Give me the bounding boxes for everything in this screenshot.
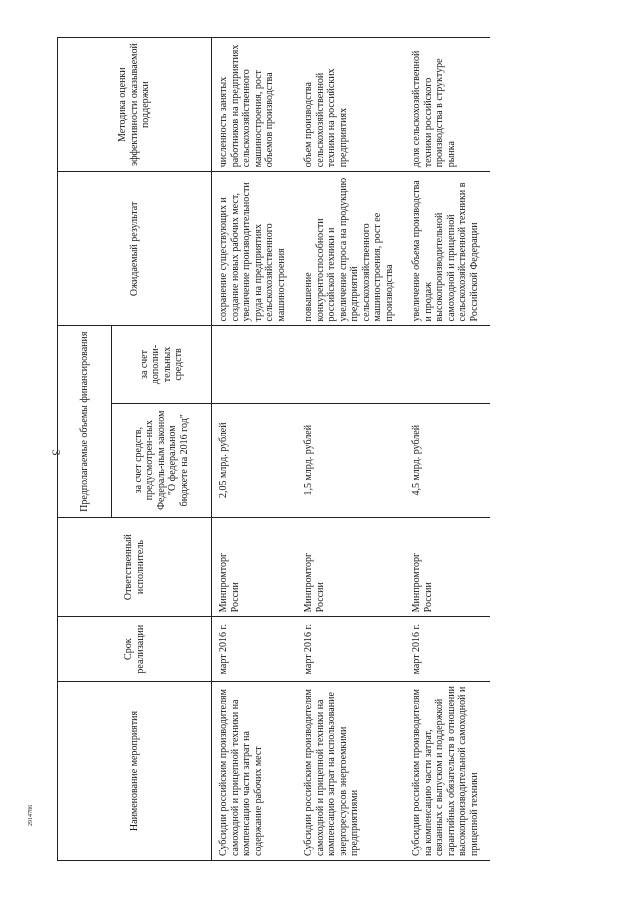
cell-additional [405, 326, 490, 403]
header-funding-group: Предполагаемые объемы финансирования [58, 326, 112, 517]
cell-term: март 2016 г. [297, 617, 405, 682]
document-id: 2914786 [28, 805, 34, 826]
header-executor: Ответственный исполнитель [58, 517, 212, 616]
header-funding-budget: за счет средств, предусмотрен-ных Федераль-ным законом "О федеральном бюджете на 2016 год" [112, 403, 212, 517]
cell-executor: Минпромторг России [297, 517, 405, 616]
measures-table [57, 37, 490, 861]
cell-budget: 4,5 млрд. рублей [405, 403, 490, 517]
cell-budget: 1,5 млрд. рублей [297, 403, 405, 517]
rotated-table-container [57, 37, 597, 861]
header-result: Ожидаемый результат [58, 172, 212, 326]
cell-name: Субсидии российским производителям самоходной и прицепной техники на компенсацию части затрат на содержание рабочих мест [212, 681, 298, 860]
cell-method: численность занятых работников на предприятиях сельскохозяйственного машиностроения, рост объемов производства [212, 38, 298, 172]
header-method: Методика оценки эффективности оказываемой поддержки [58, 38, 212, 172]
cell-executor: Минпромторг России [212, 517, 298, 616]
cell-result: увеличение объема производства и продаж высокопроизводительной самоходной и прицепной сельскохозяйственной техники в Российской Федерации [405, 172, 490, 326]
cell-term: март 2016 г. [405, 617, 490, 682]
cell-name: Субсидии российским производителям самоходной и прицепной техники на компенсацию затрат на использование энергоресурсов энергоемкими предприятиями [297, 681, 405, 860]
header-name: Наименование мероприятия [58, 681, 212, 860]
table-row [405, 38, 490, 861]
cell-additional [212, 326, 298, 403]
cell-budget: 2,05 млрд. рублей [212, 403, 298, 517]
cell-result: повышение конкурентоспособности российской техники и увеличение спроса на продукцию предприятий сельскохозяйственного машиностроения, рост ее производства [297, 172, 405, 326]
cell-additional [297, 326, 405, 403]
cell-method: объем производства сельскохозяйственной техники на российских предприятиях [297, 38, 405, 172]
page-number: 3 [49, 449, 64, 456]
table-row [297, 38, 405, 861]
header-funding-additional: за счет дополни-тельных средств [112, 326, 212, 403]
header-term: Срок реализации [58, 617, 212, 682]
cell-term: март 2016 г. [212, 617, 298, 682]
cell-result: сохранение существующих и создание новых рабочих мест, увеличение производительности труда на предприятиях сельскохозяйственного машиностроения [212, 172, 298, 326]
table-row [212, 38, 298, 861]
cell-executor: Минпромторг России [405, 517, 490, 616]
cell-name: Субсидии российским производителям на компенсацию части затрат, связанных с выпуском и поддержкой гарантийных обязательств в отношении высокопроизводительной самоходной и прицепной техники [405, 681, 490, 860]
cell-method: доля сельскохозяйственной техники российского производства в структуре рынка [405, 38, 490, 172]
